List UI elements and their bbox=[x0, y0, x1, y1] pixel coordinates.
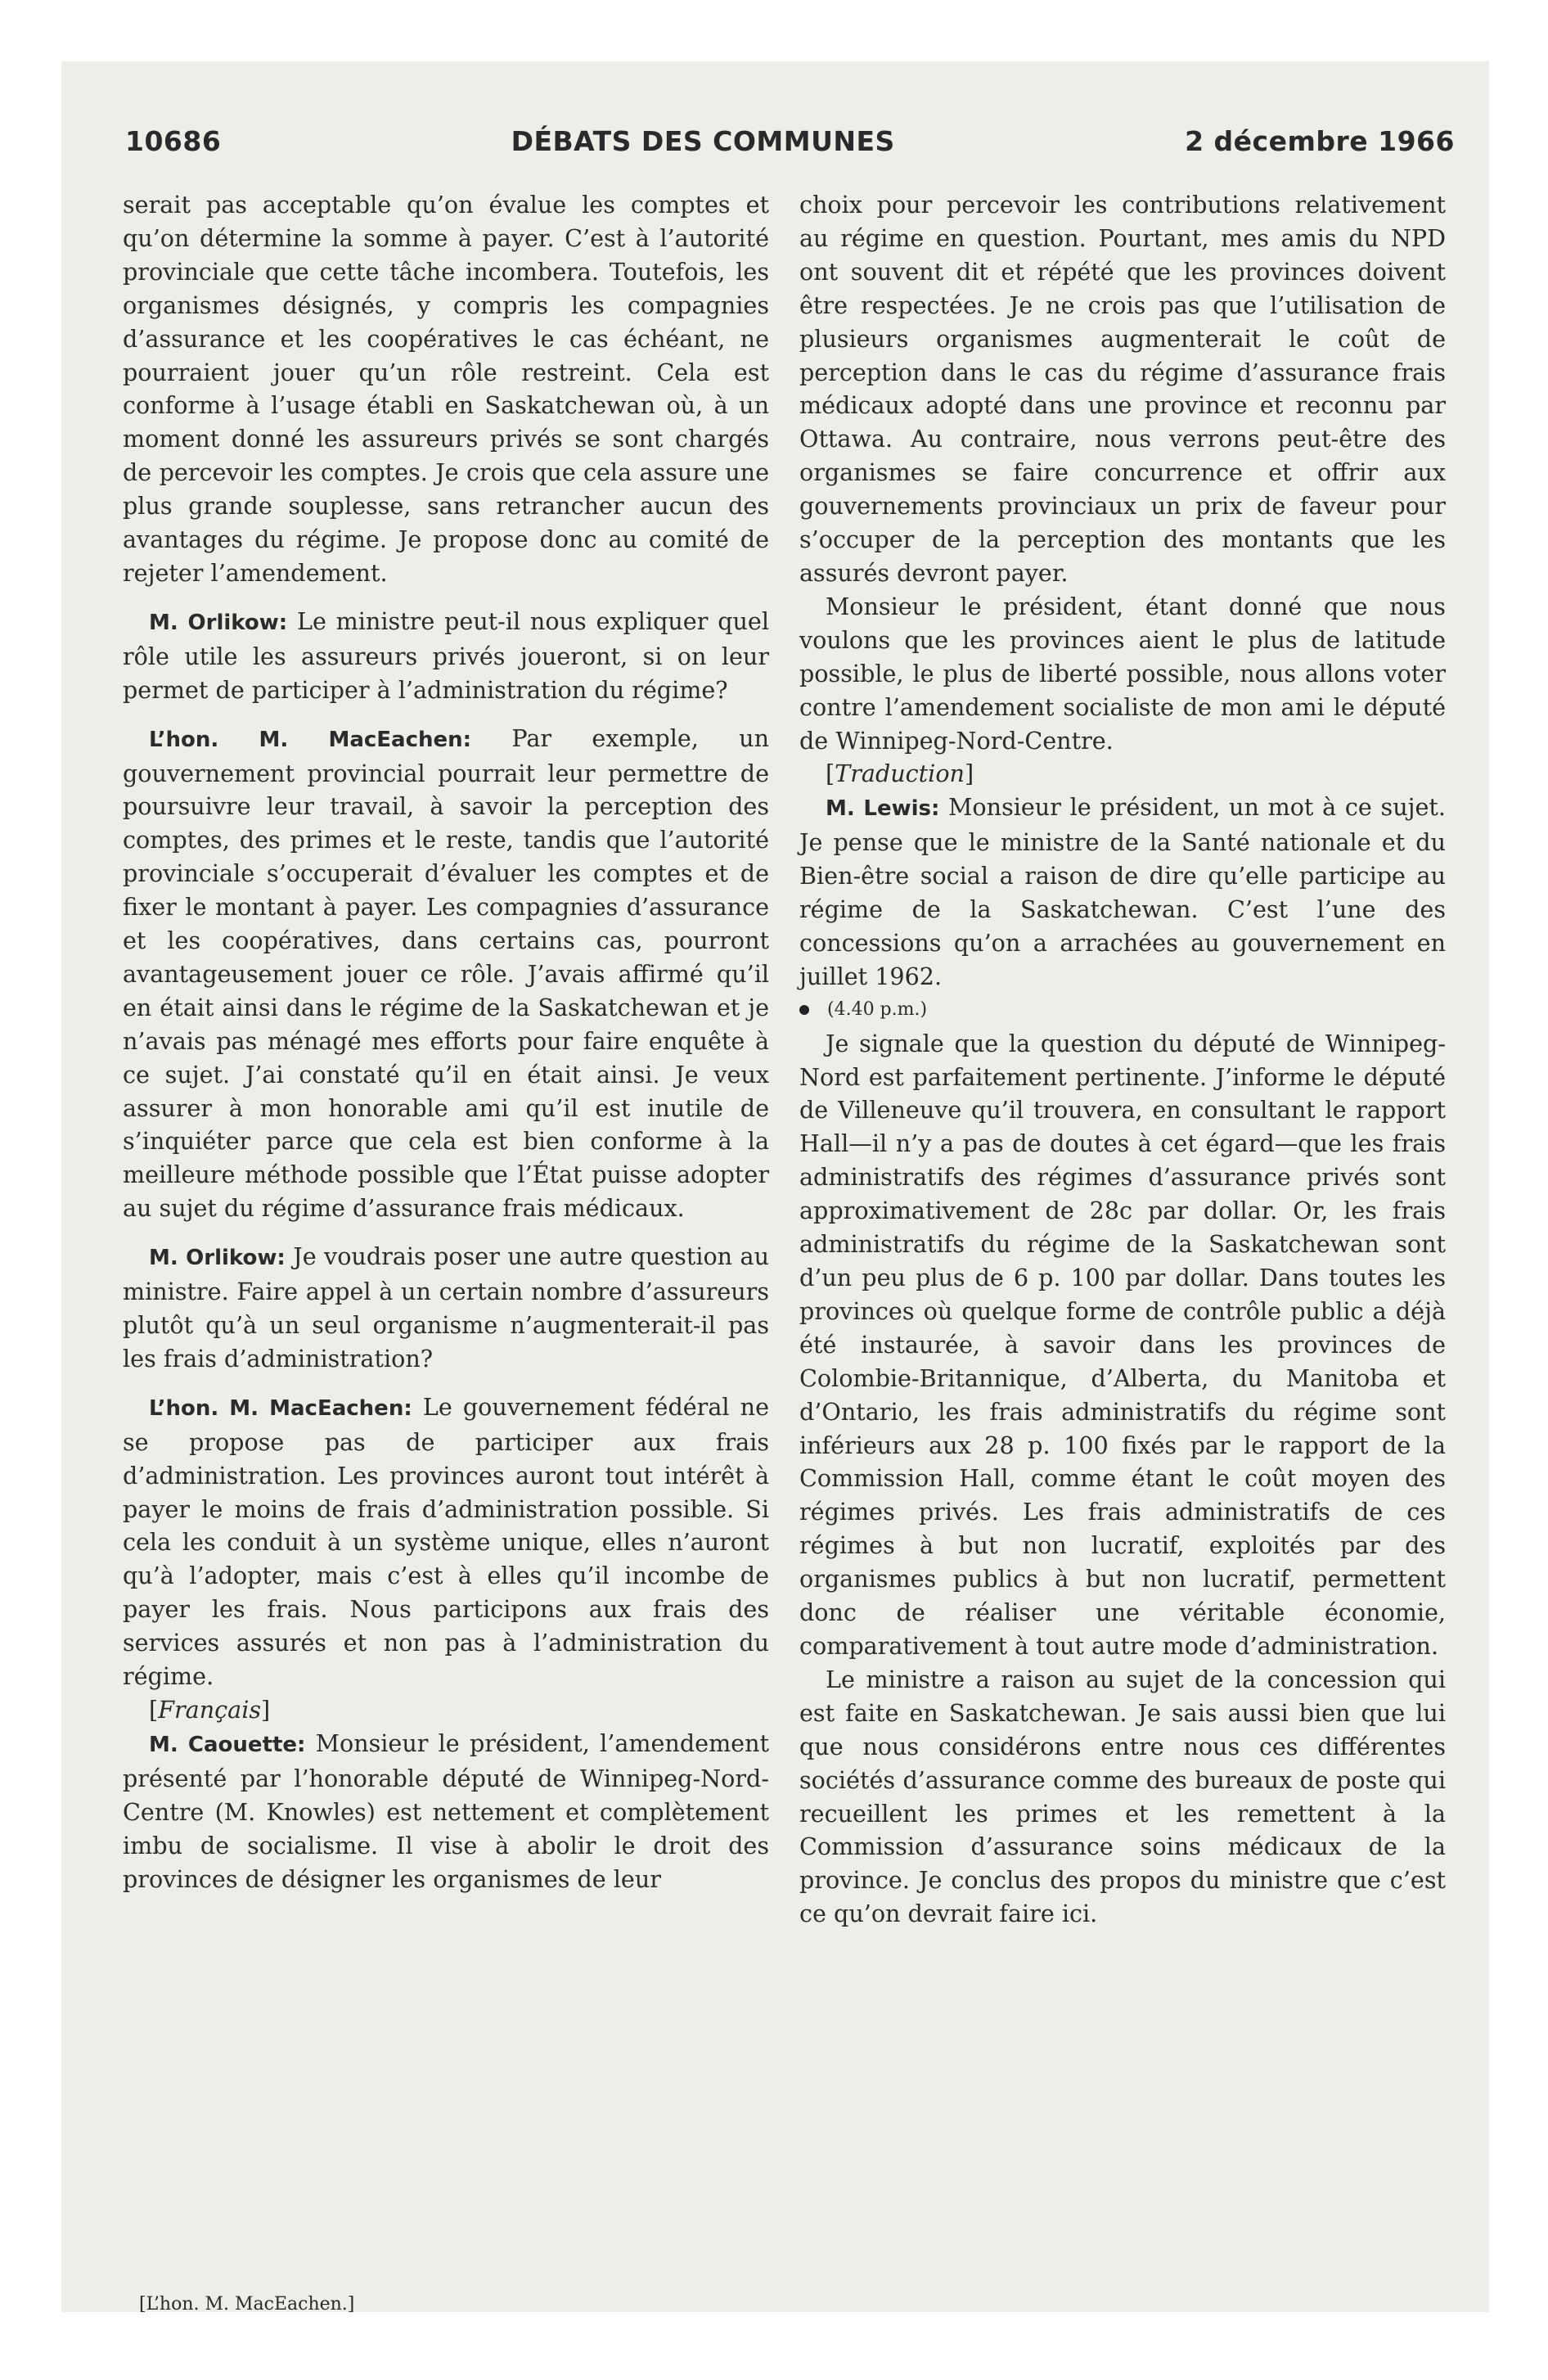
speech-text: Je voudrais poser une autre question au ministre. Faire appel à un certain nombre d’assureurs plutôt qu’à un seul organisme n’augmenterait-il pas les frais d’administration? bbox=[123, 1242, 769, 1373]
paragraph: choix pour percevoir les contributions relativement au régime en question. Pourtant, mes amis du NPD ont souvent dit et répété que les provinces doivent être respectées. Je ne crois pas que l’utilisation de plusieurs organismes augmenterait le coût de perception dans le cas du régime d’assurance frais médicaux adopté dans une province et reconnu par Ottawa. Au contraire, nous verrons peut-être des organismes se faire concurrence et offrir aux gouvernements provinciaux un prix de faveur pour s’occuper de la perception des montants que les assurés devront payer. bbox=[799, 191, 1446, 587]
speaker-name: M. Orlikow: bbox=[149, 1246, 286, 1271]
language-note: [Traduction] bbox=[826, 760, 974, 788]
paragraph: Je signale que la question du député de Winnipeg-Nord est parfaitement pertinente. J’informe le député de Villeneuve qu’il trouvera, en consultant le rapport Hall—il n’y a pas de doutes à cet égard—que les frais administratifs des régimes d’assurance privés sont approximativement de 28c par dollar. Or, les frais administratifs du régime de la Saskatchewan sont d’un peu plus de 6 p. 100 par dollar. Dans toutes les provinces où quelque forme de contrôle public a déjà été instaurée, à savoir dans les provinces de Colombie-Britannique, d’Alberta, du Manitoba et d’Ontario, les frais administratifs du régime sont inférieurs aux 28 p. 100 fixés par le rapport de la Commission Hall, comme étant le coût moyen des régimes privés. Les frais administratifs de ces régimes à but non lucratif, exploités par des organismes publics à but non lucratif, permettent donc de réaliser une véritable économie, comparativement à tout autre mode d’administration. bbox=[799, 1029, 1446, 1660]
speaker-name: L’hon. M. MacEachen: bbox=[149, 1395, 412, 1421]
paragraph: Le ministre a raison au sujet de la concession qui est faite en Saskatchewan. Je sais aussi bien que lui que nous considérons entre nous ces différentes sociétés d’assurance comme des bureaux de poste qui recueillent les primes et les remettent à la Commission d’assurance soins médicaux de la province. Je conclus des propos du ministre que c’est ce qu’on devrait faire ici. bbox=[799, 1665, 1446, 1928]
speech-paragraph bbox=[799, 791, 1446, 993]
speech-text: Monsieur le président, un mot à ce sujet. Je pense que le ministre de la Santé nationale et du Bien-être social a raison de dire qu’elle participe au régime de la Saskatchewan. C’est l’une des concessions qu’on a arrachées au gouvernement en juillet 1962. bbox=[799, 793, 1446, 990]
page-number: 10686 bbox=[125, 125, 222, 157]
timestamp bbox=[799, 994, 1446, 1027]
speaker-name: M. Caouette: bbox=[149, 1732, 306, 1757]
speech-text: Par exemple, un gouvernement provincial pourrait leur permettre de poursuivre leur travail, à savoir la perception des comptes, des primes et le reste, tandis que l’autorité provinciale s’occuperait d’évaluer les comptes et de fixer le montant à payer. Les compagnies d’assurance et les coopératives, dans certains cas, pourront avantageusement jouer ce rôle. J’avais affirmé qu’il en était ainsi dans le régime de la Saskatchewan et je n’avais pas ménagé mes efforts pour faire enquête à ce sujet. J’ai constaté qu’il en était ainsi. Je veux assurer à mon honorable ami qu’il est inutile de s’inquiéter parce que cela est bien conforme à la meilleure méthode possible que l’État puisse adopter au sujet du régime d’assurance frais médicaux. bbox=[123, 723, 769, 1223]
paragraph: serait pas acceptable qu’on évalue les comptes et qu’on détermine la somme à payer. C’est à l’autorité provinciale que cette tâche incombera. Toutefois, les organismes désignés, y compris les compagnies d’assurance et les coopératives le cas échéant, ne pourraient jouer qu’un rôle restreint. Cela est conforme à l’usage établi en Saskatchewan où, à un moment donné les assureurs privés se sont chargés de percevoir les comptes. Je crois que cela assure une plus grande souplesse, sans retrancher aucun des avantages du régime. Je propose donc au comité de rejeter l’amendement. bbox=[123, 191, 769, 587]
language-note: [Français] bbox=[149, 1695, 271, 1724]
language-note-text: Traduction bbox=[835, 760, 965, 788]
speech-paragraph bbox=[123, 1240, 769, 1376]
speaker-name: L’hon. M. MacEachen: bbox=[149, 727, 472, 752]
speaker-attribution: [L’hon. M. MacEachen.] bbox=[139, 2294, 355, 2315]
page bbox=[61, 61, 1489, 2315]
language-note-text: Français bbox=[158, 1695, 262, 1724]
speech-text: Le gouvernement fédéral ne se propose pas de participer aux frais d’administration. Les provinces auront tout intérêt à payer le moins de frais d’administration possible. Si cela les conduit à un système unique, elles n’auront qu’à l’adopter, mais c’est à elles qu’il incombe de payer les frais. Nous participons aux frais des services assurés et non pas à l’administration du régime. bbox=[123, 1392, 769, 1691]
timestamp-text: (4.40 p.m.) bbox=[827, 998, 928, 1020]
speech-text: Le ministre peut-il nous expliquer quel rôle utile les assureurs privés joueront, si on leur permet de participer à l’administration du régime? bbox=[123, 606, 769, 704]
page-date: 2 décembre 1966 bbox=[1185, 125, 1455, 157]
speech-paragraph bbox=[123, 722, 769, 1226]
left-column bbox=[123, 188, 769, 1895]
speaker-name: M. Orlikow: bbox=[149, 610, 288, 635]
bullet-icon bbox=[799, 1005, 809, 1015]
right-column bbox=[799, 188, 1446, 1931]
speaker-name: M. Lewis: bbox=[826, 796, 940, 822]
page-title: DÉBATS DES COMMUNES bbox=[511, 125, 895, 157]
speech-paragraph bbox=[123, 605, 769, 707]
paragraph: Monsieur le président, étant donné que nous voulons que les provinces aient le plus de latitude possible, le plus de liberté possible, nous allons voter contre l’amendement socialiste de mon ami le député de Winnipeg-Nord-Centre. bbox=[799, 592, 1446, 755]
speech-text: Monsieur le président, l’amendement présenté par l’honorable député de Winnipeg-Nord-Centre (M. Knowles) est nettement et complètement imbu de socialisme. Il vise à abolir le droit des provinces de désigner les organismes de leur bbox=[123, 1729, 770, 1893]
speech-paragraph bbox=[123, 1391, 769, 1693]
speech-paragraph bbox=[123, 1727, 769, 1896]
page-header bbox=[125, 125, 1455, 166]
